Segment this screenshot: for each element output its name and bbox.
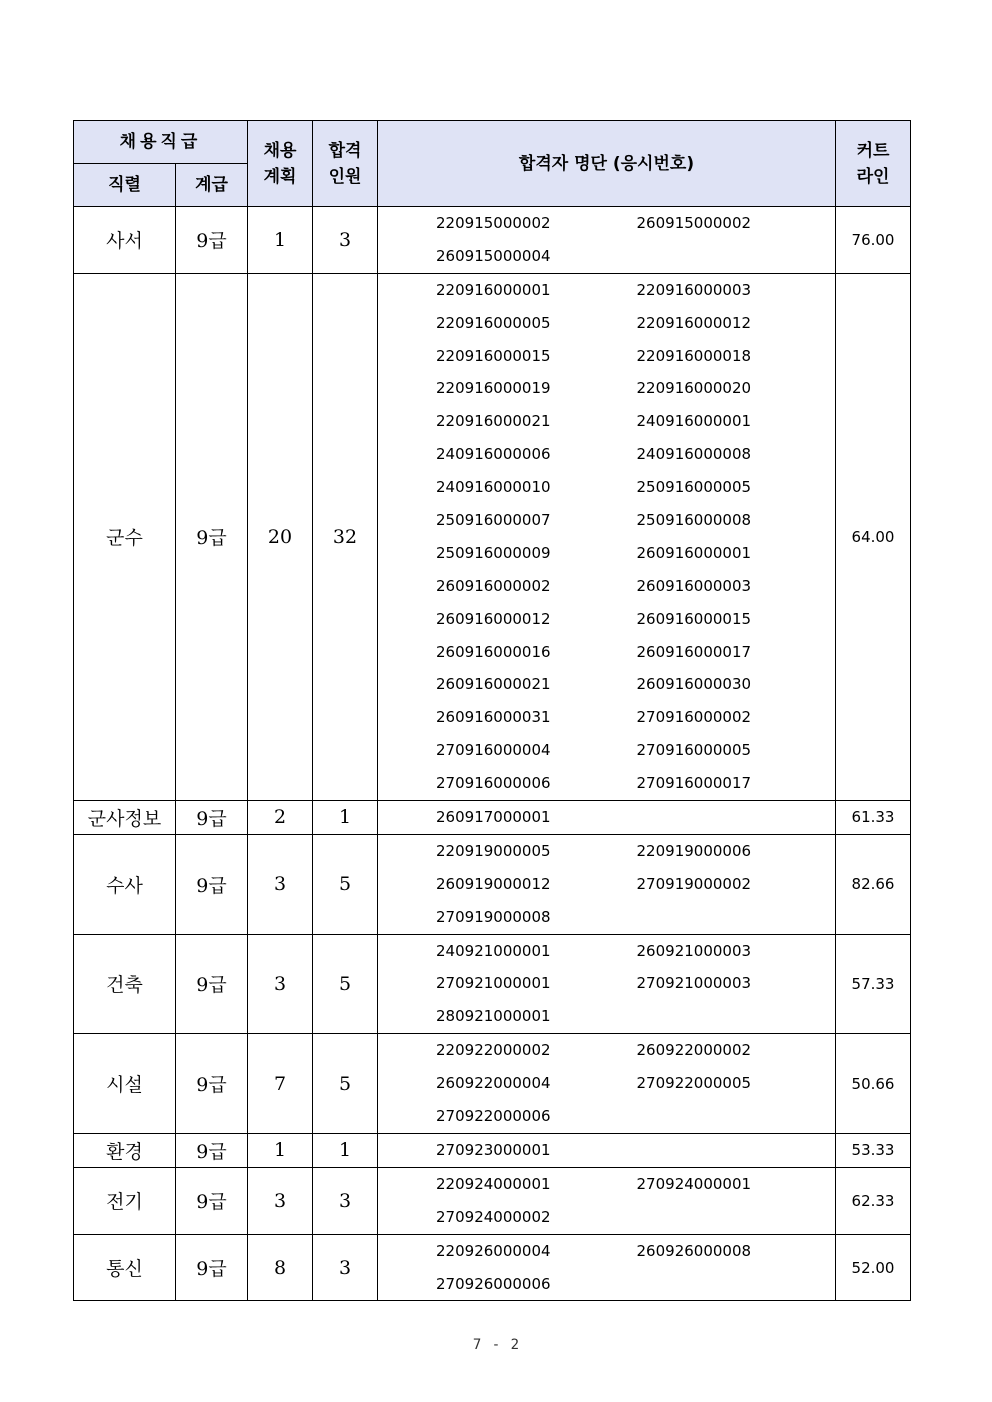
exam-number: 260916000021 (436, 675, 551, 694)
exam-number: 220922000002 (436, 1041, 551, 1060)
cutline-cell: 53.33 (836, 1133, 911, 1167)
page-number: 7 - 2 (472, 1337, 520, 1353)
exam-number: 270921000003 (636, 974, 752, 993)
results-table (73, 120, 911, 1301)
exam-number: 270923000001 (436, 1140, 551, 1159)
exam-number: 260916000015 (636, 609, 752, 628)
plan-cell: 1 (248, 207, 313, 274)
position-cell: 건축 (74, 934, 176, 1034)
table-row (74, 801, 911, 835)
exam-number: 260916000017 (636, 642, 752, 661)
exam-number: 220916000001 (436, 280, 551, 299)
header-cutline: 커트 라인 (836, 121, 911, 207)
grade-cell: 9급 (176, 801, 248, 835)
exam-number: 260926000008 (636, 1241, 752, 1260)
exam-number: 220915000002 (436, 214, 551, 232)
exam-number: 220916000021 (436, 412, 551, 431)
plan-cell: 7 (248, 1034, 313, 1134)
exam-number: 250916000009 (436, 543, 551, 562)
exam-number: 220924000001 (436, 1174, 551, 1193)
passer-list-cell (378, 1167, 836, 1234)
exam-number: 270916000017 (636, 774, 752, 793)
exam-number: 260921000003 (636, 941, 752, 960)
table-row (74, 934, 911, 1034)
plan-cell: 3 (248, 1167, 313, 1234)
exam-number: 270924000001 (636, 1174, 752, 1193)
exam-number: 270916000004 (436, 741, 551, 760)
exam-number: 260916000002 (436, 576, 551, 595)
position-cell: 시설 (74, 1034, 176, 1134)
grade-cell: 9급 (176, 207, 248, 274)
passed-cell: 5 (313, 934, 378, 1034)
exam-number: 250916000007 (436, 511, 551, 530)
table-row (74, 1234, 911, 1301)
passer-list-cell (378, 934, 836, 1034)
cutline-cell: 62.33 (836, 1167, 911, 1234)
exam-number: 260916000001 (636, 543, 752, 562)
exam-number: 240916000010 (436, 478, 551, 497)
exam-number: 270924000002 (436, 1207, 551, 1226)
exam-number: 220919000006 (636, 841, 752, 860)
cutline-cell: 50.66 (836, 1034, 911, 1134)
passer-list-cell (378, 273, 836, 800)
table-row (74, 1133, 911, 1167)
passed-cell: 3 (313, 1167, 378, 1234)
header-passed: 합격 인원 (313, 121, 378, 207)
passer-list-cell (378, 1034, 836, 1134)
exam-number: 270921000001 (436, 974, 551, 993)
passed-cell: 1 (313, 1133, 378, 1167)
exam-number: 260922000002 (636, 1041, 752, 1060)
table-row (74, 834, 911, 934)
passer-list-cell (378, 1133, 836, 1167)
exam-number: 250916000005 (636, 478, 752, 497)
passed-cell: 3 (313, 1234, 378, 1301)
exam-number: 220916000018 (636, 346, 752, 365)
grade-cell: 9급 (176, 1133, 248, 1167)
passer-list-cell (378, 207, 836, 274)
exam-number: 270922000006 (436, 1107, 551, 1126)
plan-cell: 20 (248, 273, 313, 800)
passed-cell: 32 (313, 273, 378, 800)
exam-number: 240916000001 (636, 412, 752, 431)
passer-list-cell (378, 1234, 836, 1301)
grade-cell: 9급 (176, 1234, 248, 1301)
grade-cell: 9급 (176, 1034, 248, 1134)
exam-number: 250916000008 (636, 511, 752, 530)
exam-number: 220916000003 (636, 280, 752, 299)
grade-cell: 9급 (176, 934, 248, 1034)
exam-number: 220926000004 (436, 1241, 551, 1260)
exam-number: 220916000019 (436, 379, 551, 398)
exam-number: 260917000001 (436, 808, 551, 827)
exam-number: 260915000002 (636, 214, 752, 232)
cutline-cell: 52.00 (836, 1234, 911, 1301)
exam-number: 220919000005 (436, 841, 551, 860)
passed-cell: 1 (313, 801, 378, 835)
exam-number: 270919000002 (636, 874, 752, 893)
position-cell: 환경 (74, 1133, 176, 1167)
cutline-cell: 64.00 (836, 273, 911, 800)
position-cell: 전기 (74, 1167, 176, 1234)
exam-number: 240921000001 (436, 941, 551, 960)
header-passer-list: 합격자 명단 (응시번호) (378, 121, 836, 207)
cutline-cell: 61.33 (836, 801, 911, 835)
exam-number: 270926000006 (436, 1274, 551, 1293)
cutline-cell: 57.33 (836, 934, 911, 1034)
plan-cell: 8 (248, 1234, 313, 1301)
exam-number: 260916000030 (636, 675, 752, 694)
grade-cell: 9급 (176, 1167, 248, 1234)
plan-cell: 1 (248, 1133, 313, 1167)
cutline-cell: 76.00 (836, 207, 911, 274)
table-row (74, 207, 911, 274)
header-plan: 채용 계획 (248, 121, 313, 207)
table-row (74, 1167, 911, 1234)
exam-number: 220916000015 (436, 346, 551, 365)
exam-number: 270919000008 (436, 907, 551, 926)
exam-number: 260916000003 (636, 576, 752, 595)
exam-number: 270922000005 (636, 1074, 752, 1093)
position-cell: 군사정보 (74, 801, 176, 835)
header-grade: 계급 (176, 164, 248, 207)
passer-list-cell (378, 801, 836, 835)
plan-cell: 3 (248, 934, 313, 1034)
passed-cell: 5 (313, 834, 378, 934)
exam-number: 270916000002 (636, 708, 752, 727)
exam-number: 260916000031 (436, 708, 551, 727)
plan-cell: 3 (248, 834, 313, 934)
passer-list-cell (378, 834, 836, 934)
header-position: 직렬 (74, 164, 176, 207)
passed-cell: 3 (313, 207, 378, 274)
exam-number: 240916000008 (636, 445, 752, 464)
position-cell: 수사 (74, 834, 176, 934)
position-cell: 통신 (74, 1234, 176, 1301)
exam-number: 260922000004 (436, 1074, 551, 1093)
exam-number: 280921000001 (436, 1007, 551, 1026)
exam-number: 270916000006 (436, 774, 551, 793)
exam-number: 240916000006 (436, 445, 551, 464)
exam-number: 220916000020 (636, 379, 752, 398)
exam-number: 260919000012 (436, 874, 551, 893)
table-row (74, 1034, 911, 1134)
grade-cell: 9급 (176, 834, 248, 934)
exam-number: 270916000005 (636, 741, 752, 760)
exam-number: 220916000005 (436, 313, 551, 332)
plan-cell: 2 (248, 801, 313, 835)
header-recruit-grade: 채용직급 (74, 121, 248, 164)
table-row (74, 273, 911, 800)
cutline-cell: 82.66 (836, 834, 911, 934)
exam-number: 260916000016 (436, 642, 551, 661)
position-cell: 군수 (74, 273, 176, 800)
exam-number: 220916000012 (636, 313, 752, 332)
exam-number: 260915000004 (436, 246, 551, 265)
position-cell: 사서 (74, 207, 176, 274)
grade-cell: 9급 (176, 273, 248, 800)
passed-cell: 5 (313, 1034, 378, 1134)
exam-number: 260916000012 (436, 609, 551, 628)
results-body (74, 207, 911, 1301)
